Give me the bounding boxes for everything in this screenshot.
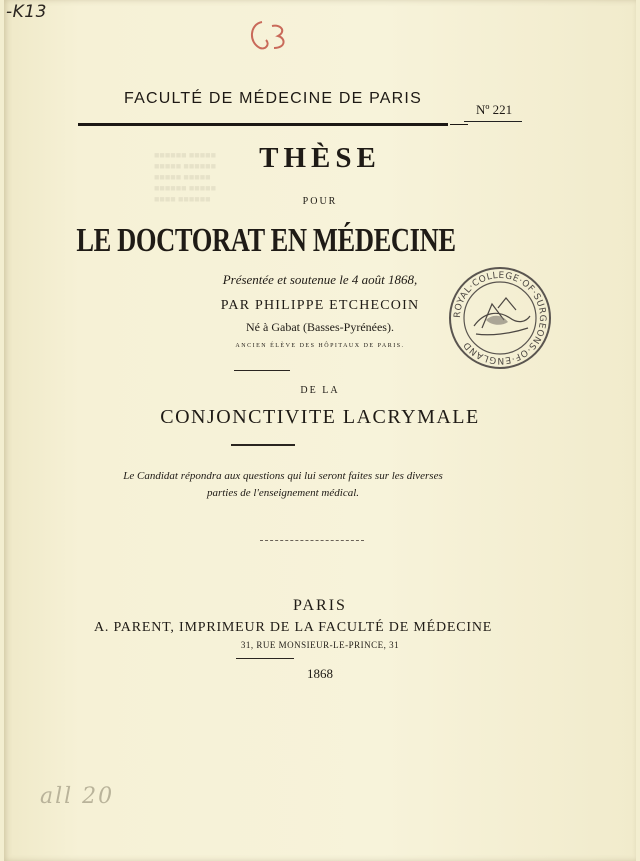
- birthplace-line: Né à Gabat (Basses-Pyrénées).: [246, 320, 394, 334]
- thesis-number: Nº 221: [476, 102, 513, 117]
- dotted-divider: [260, 540, 364, 542]
- header-rule: [78, 123, 448, 126]
- pour-label: POUR: [302, 196, 338, 207]
- library-stamp-icon: [446, 264, 554, 372]
- imprint-city: PARIS: [293, 597, 347, 614]
- pencil-annotation: all 20: [40, 784, 115, 809]
- presentation-date: Présentée et soutenue le 4 août 1868,: [222, 272, 418, 287]
- bleed-through-text: ■■■■■■ ■■■■■ ■■■■■ ■■■■■■ ■■■■■ ■■■■■ ■■■■■■ ■■■■■ ■■■■ ■■■■■■: [154, 150, 217, 204]
- faculty-header: FACULTÉ DE MÉDECINE DE PARIS: [124, 90, 422, 107]
- publication-year: 1868: [307, 666, 333, 681]
- thesis-title: THÈSE: [259, 142, 381, 174]
- header-rule-tail: [450, 124, 468, 125]
- printer-address: 31, RUE MONSIEUR-LE-PRINCE, 31: [240, 640, 400, 650]
- former-student-line: ANCIEN ÉLÈVE DES HÔPITAUX DE PARIS.: [235, 343, 405, 349]
- thesis-subject: CONJONCTIVITE LACRYMALE: [160, 406, 480, 428]
- number-underline: [464, 121, 522, 122]
- author-line: PAR PHILIPPE ETCHECOIN: [220, 298, 420, 313]
- corner-handwritten-note: -K13: [6, 2, 47, 22]
- divider-rule: [234, 370, 290, 371]
- document-page: [4, 0, 636, 861]
- candidate-note: Le Candidat répondra aux questions qui lui seront faites sur les diverses parties de l'enseignement médical.: [123, 470, 443, 499]
- year-rule: [236, 658, 294, 659]
- printer-name: A. PARENT, IMPRIMEUR DE LA FACULTÉ DE MÉDECINE: [94, 620, 493, 635]
- subject-underline: [231, 444, 295, 446]
- de-la-label: DE LA: [300, 385, 340, 396]
- red-pencil-mark: [236, 12, 296, 62]
- stamp-text: ROYAL·COLLEGE·OF·SURGEONS·OF·ENGLAND: [452, 270, 548, 366]
- degree-title: LE DOCTORAT EN MÉDECINE: [76, 222, 456, 259]
